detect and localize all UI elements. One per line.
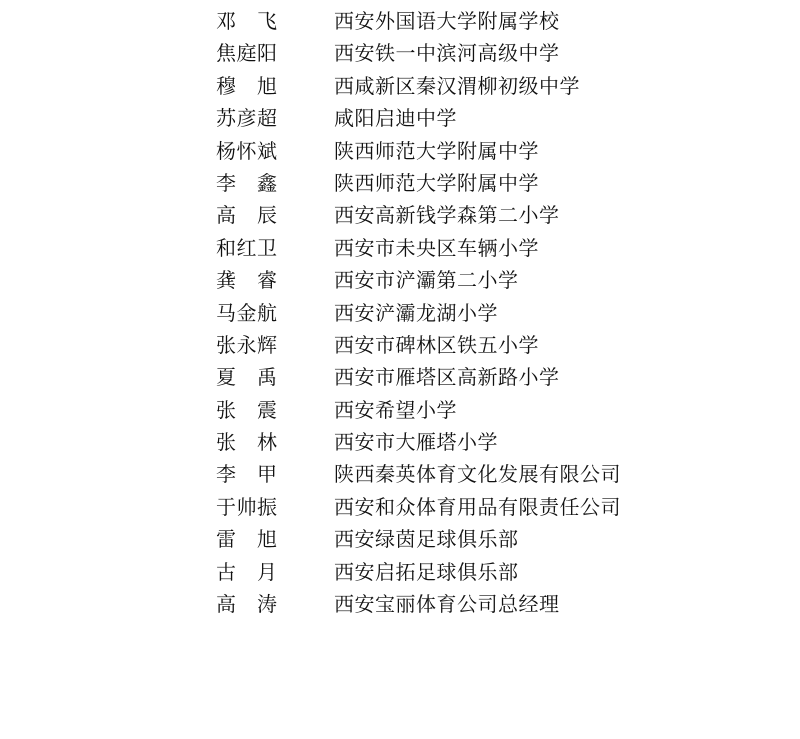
organization-name: 西安浐灞龙湖小学 (334, 300, 498, 325)
person-name: 古 月 (216, 559, 278, 584)
person-name: 张永辉 (216, 332, 278, 357)
list-item (216, 458, 776, 490)
organization-name: 西安铁一中滨河高级中学 (334, 41, 560, 66)
organization-name: 西安市浐灞第二小学 (334, 268, 519, 293)
person-name: 雷 旭 (216, 527, 278, 552)
organization-name: 西安高新钱学森第二小学 (334, 203, 560, 228)
list-item (216, 232, 776, 264)
person-name: 龚 睿 (216, 268, 278, 293)
organization-name: 西安启拓足球俱乐部 (334, 559, 519, 584)
list-item (216, 426, 776, 458)
list-item (216, 37, 776, 69)
organization-name: 西安市大雁塔小学 (334, 430, 498, 455)
person-name: 张 震 (216, 397, 278, 422)
person-name: 邓 飞 (216, 9, 278, 33)
organization-name: 西安外国语大学附属学校 (334, 9, 560, 33)
person-name: 李 鑫 (216, 170, 278, 195)
list-item (216, 5, 776, 37)
list-item (216, 556, 776, 588)
organization-name: 陕西秦英体育文化发展有限公司 (334, 462, 621, 487)
list-item (216, 361, 776, 393)
person-name: 杨怀斌 (216, 138, 278, 163)
list-item (216, 135, 776, 167)
list-item (216, 167, 776, 199)
person-name: 穆 旭 (216, 73, 278, 98)
person-name: 张 林 (216, 430, 278, 455)
person-name: 马金航 (216, 300, 278, 325)
person-name: 夏 禹 (216, 365, 278, 390)
organization-name: 西安市雁塔区高新路小学 (334, 365, 560, 390)
list-item (216, 394, 776, 426)
organization-name: 西安市未央区车辆小学 (334, 235, 539, 260)
organization-name: 西安宝丽体育公司总经理 (334, 592, 560, 617)
list-item (216, 102, 776, 134)
list-item (216, 523, 776, 555)
person-name: 李 甲 (216, 462, 278, 487)
organization-name: 西安市碑林区铁五小学 (334, 332, 539, 357)
organization-name: 陕西师范大学附属中学 (334, 170, 539, 195)
list-item (216, 329, 776, 361)
organization-name: 咸阳启迪中学 (334, 106, 457, 131)
list-item (216, 588, 776, 620)
person-name: 高 涛 (216, 592, 278, 617)
list-item (216, 264, 776, 296)
list-item (216, 199, 776, 231)
organization-name: 陕西师范大学附属中学 (334, 138, 539, 163)
list-item (216, 297, 776, 329)
person-name: 苏彦超 (216, 106, 278, 131)
person-name: 焦庭阳 (216, 41, 278, 66)
name-list (216, 5, 776, 620)
list-item (216, 491, 776, 523)
organization-name: 西安希望小学 (334, 397, 457, 422)
organization-name: 西咸新区秦汉渭柳初级中学 (334, 73, 580, 98)
organization-name: 西安和众体育用品有限责任公司 (334, 494, 621, 519)
organization-name: 西安绿茵足球俱乐部 (334, 527, 519, 552)
list-item (216, 70, 776, 102)
person-name: 高 辰 (216, 203, 278, 228)
person-name: 和红卫 (216, 235, 278, 260)
person-name: 于帅振 (216, 494, 278, 519)
